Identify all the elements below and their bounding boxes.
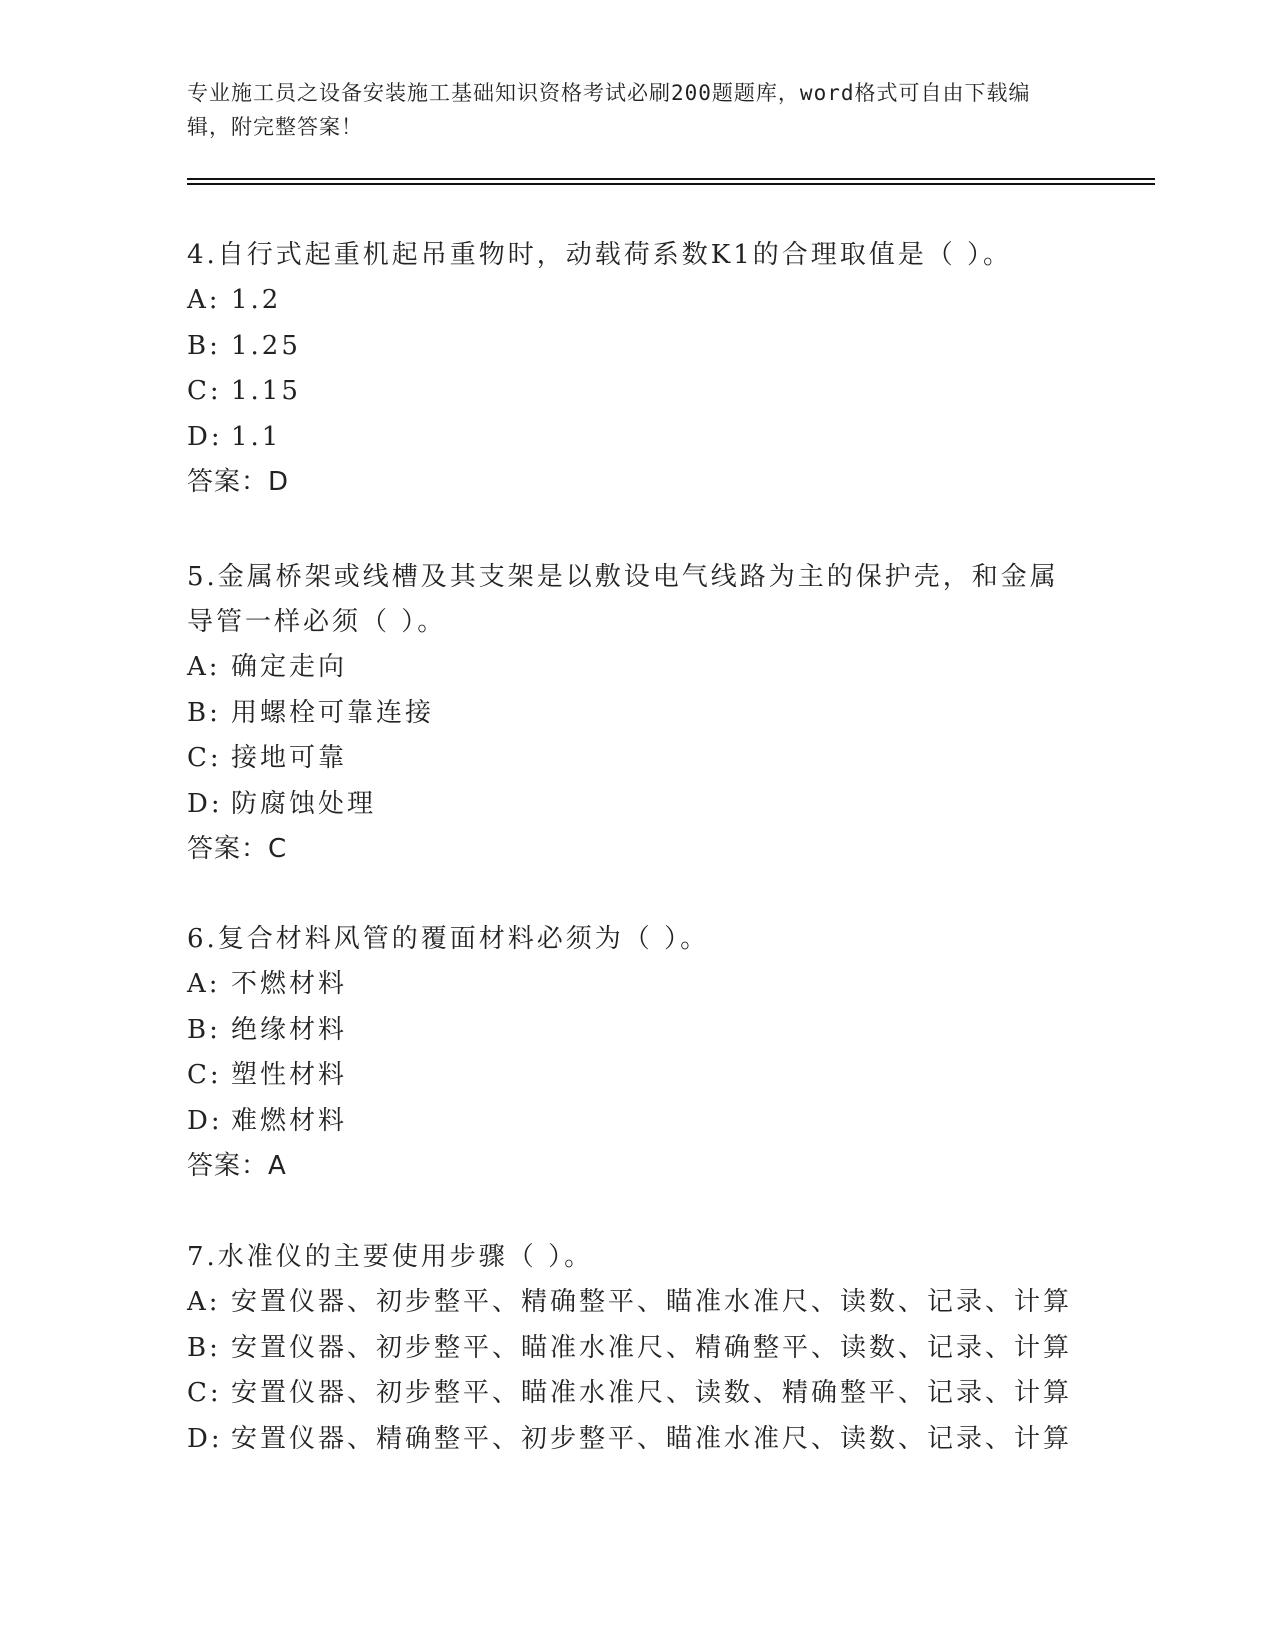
option-text: 安置仪器、初步整平、精确整平、瞄准水准尺、读数、记录、计算	[231, 1287, 1073, 1317]
option-text: 1.1	[231, 421, 282, 452]
option-letter: A:	[187, 969, 221, 999]
document-header: 专业施工员之设备安装施工基础知识资格考试必刷200题题库，word格式可自由下载编辑，附完整答案！	[187, 81, 1031, 139]
option-a	[187, 962, 1087, 1008]
option-text: 用螺栓可靠连接	[231, 697, 435, 728]
option-letter: C:	[187, 1378, 222, 1408]
option-text: 安置仪器、精确整平、初步整平、瞄准水准尺、读数、记录、计算	[231, 1423, 1073, 1454]
option-letter: A:	[187, 1287, 221, 1317]
option-a	[187, 645, 1087, 691]
option-b	[187, 1326, 1087, 1372]
option-letter: B:	[187, 330, 221, 361]
option-letter: B:	[187, 697, 221, 728]
option-text: 1.2	[231, 285, 282, 315]
question-6	[187, 917, 1087, 1189]
option-letter: D:	[187, 421, 223, 452]
option-text: 安置仪器、初步整平、瞄准水准尺、精确整平、读数、记录、计算	[231, 1332, 1073, 1363]
option-text: 不燃材料	[231, 969, 348, 999]
option-a	[187, 1280, 1087, 1326]
question-stem: 5.金属桥架或线槽及其支架是以敷设电气线路为主的保护壳，和金属导管一样必须（ ）。	[187, 562, 1059, 637]
header-divider-bottom	[187, 183, 1155, 185]
option-letter: C:	[187, 743, 222, 773]
option-text: 塑性材料	[231, 1060, 348, 1090]
option-letter: D:	[187, 788, 223, 819]
option-letter: A:	[187, 652, 221, 682]
option-text: 1.15	[231, 376, 301, 406]
option-letter: B:	[187, 1332, 221, 1363]
option-text: 安置仪器、初步整平、瞄准水准尺、读数、精确整平、记录、计算	[231, 1378, 1073, 1408]
option-d	[187, 782, 1087, 828]
option-letter: D:	[187, 1105, 223, 1136]
answer-line: 答案：D	[187, 467, 290, 497]
option-text: 防腐蚀处理	[231, 788, 377, 819]
option-letter: C:	[187, 376, 222, 406]
option-letter: B:	[187, 1014, 221, 1045]
question-5	[187, 555, 1087, 872]
question-7	[187, 1235, 1087, 1462]
option-text: 难燃材料	[231, 1105, 348, 1136]
question-4	[187, 233, 1087, 505]
option-b	[187, 324, 1087, 370]
option-c	[187, 1371, 1087, 1417]
option-letter: D:	[187, 1423, 223, 1454]
option-d	[187, 1417, 1087, 1463]
option-text: 绝缘材料	[231, 1014, 348, 1045]
option-letter: C:	[187, 1060, 222, 1090]
option-text: 1.25	[231, 330, 301, 361]
header-divider-top	[187, 178, 1155, 180]
option-d	[187, 415, 1087, 461]
option-b	[187, 1008, 1087, 1054]
option-d	[187, 1099, 1087, 1145]
answer-line: 答案：C	[187, 834, 288, 864]
option-c	[187, 736, 1087, 782]
option-a	[187, 278, 1087, 324]
question-stem: 6.复合材料风管的覆面材料必须为（ ）。	[187, 924, 710, 954]
question-stem: 7.水准仪的主要使用步骤（ ）。	[187, 1242, 594, 1272]
option-text: 接地可靠	[231, 743, 348, 773]
question-stem: 4.自行式起重机起吊重物时，动载荷系数K1的合理取值是（ ）。	[187, 240, 1013, 270]
option-b	[187, 691, 1087, 737]
option-c	[187, 1053, 1087, 1099]
answer-line: 答案：A	[187, 1151, 287, 1181]
option-c	[187, 369, 1087, 415]
option-text: 确定走向	[231, 652, 348, 682]
option-letter: A:	[187, 285, 221, 315]
